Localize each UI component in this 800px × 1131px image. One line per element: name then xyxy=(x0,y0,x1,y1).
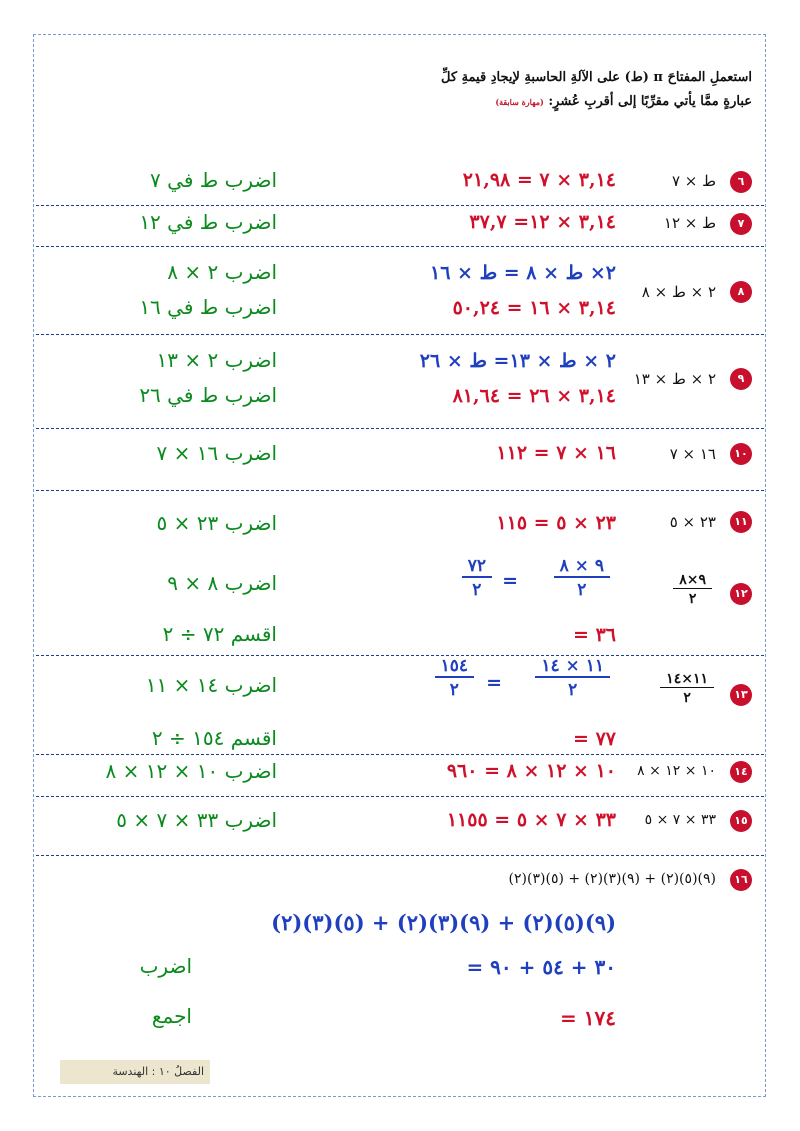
result-13: = ٧٧ xyxy=(573,728,616,750)
label-12-step-2: اقسم ٧٢ ÷ ٢ xyxy=(162,622,277,646)
problem-expression-6: ط × ٧ xyxy=(671,172,716,190)
label-13-step-2: اقسم ١٥٤ ÷ ٢ xyxy=(151,726,277,750)
work-8-step-2: ٣,١٤ × ١٦ = ٥٠,٢٤ xyxy=(452,297,616,319)
expr-12-denominator: ٢ xyxy=(673,588,712,607)
work-10: ١٦ × ٧ = ١١٢ xyxy=(496,442,616,464)
label-8-step-1: اضرب ٢ × ٨ xyxy=(167,260,277,284)
label-6: اضرب ط في ٧ xyxy=(150,168,277,192)
problem-number-14: ١٤ xyxy=(730,761,752,783)
fraction-12-equals: = xyxy=(502,570,518,592)
problem-number-16: ١٦ xyxy=(730,869,752,891)
label-16-step-3: اجمع xyxy=(151,1004,192,1028)
problem-expression-12 xyxy=(673,572,712,607)
separator xyxy=(36,205,764,206)
label-7: اضرب ط في ١٢ xyxy=(139,210,277,234)
problem-expression-15: ٣٣ × ٧ × ٥ xyxy=(644,812,716,828)
label-13-step-1: اضرب ١٤ × ١١ xyxy=(145,673,277,697)
work-16-line-3: = ١٧٤ xyxy=(560,1006,616,1030)
label-16-step-2: اضرب xyxy=(139,954,192,978)
label-9-step-2: اضرب ط في ٢٦ xyxy=(139,383,277,407)
fraction-13-left-den: ٢ xyxy=(535,676,610,700)
separator xyxy=(36,246,764,247)
work-7: ٣,١٤ × ١٢= ٣٧,٧ xyxy=(469,211,616,233)
fraction-12-left-den: ٢ xyxy=(554,576,610,600)
separator xyxy=(36,855,764,856)
label-15: اضرب ٣٣ × ٧ × ٥ xyxy=(116,808,277,832)
label-11: اضرب ٢٣ × ٥ xyxy=(156,511,277,535)
work-11: ٢٣ × ٥ = ١١٥ xyxy=(496,512,616,534)
result-12: = ٣٦ xyxy=(573,624,616,646)
page-footer: الفصلُ ١٠ : الهندسة xyxy=(60,1060,210,1084)
work-15: ٣٣ × ٧ × ٥ = ١١٥٥ xyxy=(446,809,616,831)
problem-expression-13 xyxy=(660,671,714,706)
separator xyxy=(36,428,764,429)
fraction-13-right-den: ٢ xyxy=(435,676,474,700)
problem-expression-8: ٢ × ط × ٨ xyxy=(641,283,716,301)
problem-expression-10: ١٦ × ٧ xyxy=(669,445,716,463)
problem-number-10: ١٠ xyxy=(730,443,752,465)
problem-expression-9: ٢ × ط × ١٣ xyxy=(633,370,716,388)
problem-number-9: ٩ xyxy=(730,368,752,390)
work-6: ٣,١٤ × ٧ = ٢١,٩٨ xyxy=(462,169,616,191)
work-9-step-1: ٢ × ط × ١٣= ط × ٢٦ xyxy=(419,350,616,372)
problem-number-6: ٦ xyxy=(730,171,752,193)
problem-number-11: ١١ xyxy=(730,511,752,533)
label-10: اضرب ١٦ × ٧ xyxy=(156,441,277,465)
fraction-13-right-num: ١٥٤ xyxy=(440,656,468,676)
expr-13-denominator: ٢ xyxy=(660,687,714,706)
problem-expression-14: ١٠ × ١٢ × ٨ xyxy=(637,763,716,779)
fraction-12-right-num: ٧٢ xyxy=(467,556,486,576)
instructions-line-2-text: عبارةٍ ممَّا يأتي مقرِّبًا إلى أقربِ عُشرٍ: xyxy=(548,94,752,109)
instructions-line-1: استعملِ المفتاحَ π (ط) على الآلةِ الحاسبةِ لإيجادِ قيمةِ كلِّ xyxy=(441,70,752,85)
expr-12-numerator: ٩×٨ xyxy=(679,572,706,588)
separator xyxy=(36,754,764,755)
problem-expression-16: (٢)(٣)(٥) + (٢)(٣)(٩) + (٢)(٥)(٩) xyxy=(508,871,716,887)
problem-number-8: ٨ xyxy=(730,281,752,303)
separator xyxy=(36,490,764,491)
fraction-12-right xyxy=(462,556,492,600)
instructions-line-2 xyxy=(495,94,752,109)
separator xyxy=(36,655,764,656)
fraction-13-left-num: ١١ × ١٤ xyxy=(541,656,604,676)
fraction-13-equals: = xyxy=(486,672,502,694)
problem-number-7: ٧ xyxy=(730,213,752,235)
work-8-step-1: ٢× ط × ٨ = ط × ١٦ xyxy=(430,262,616,284)
skill-tag: (مهارة سابقة) xyxy=(495,97,544,107)
expr-13-numerator: ١١×١٤ xyxy=(666,671,708,687)
problem-expression-11: ٢٣ × ٥ xyxy=(669,513,716,531)
fraction-13-right xyxy=(435,656,474,700)
label-9-step-1: اضرب ٢ × ١٣ xyxy=(156,348,277,372)
separator xyxy=(36,796,764,797)
label-8-step-2: اضرب ط في ١٦ xyxy=(139,295,277,319)
problem-number-15: ١٥ xyxy=(730,810,752,832)
problem-number-12: ١٢ xyxy=(730,583,752,605)
fraction-13-left xyxy=(535,656,610,700)
fraction-12-left-num: ٩ × ٨ xyxy=(559,556,604,576)
work-9-step-2: ٣,١٤ × ٢٦ = ٨١,٦٤ xyxy=(452,385,616,407)
page-frame xyxy=(33,34,766,1097)
fraction-12-left xyxy=(554,556,610,600)
fraction-12-right-den: ٢ xyxy=(462,576,492,600)
problem-number-13: ١٣ xyxy=(730,684,752,706)
work-16-line-1: (٢)(٣)(٥) + (٢)(٣)(٩) + (٢)(٥)(٩) xyxy=(271,910,616,935)
separator xyxy=(36,334,764,335)
label-14: اضرب ١٠ × ١٢ × ٨ xyxy=(105,759,277,783)
label-12-step-1: اضرب ٨ × ٩ xyxy=(167,571,277,595)
problem-expression-7: ط × ١٢ xyxy=(663,214,716,232)
work-16-line-2: = ٣٠ + ٥٤ + ٩٠ xyxy=(466,955,616,979)
work-14: ١٠ × ١٢ × ٨ = ٩٦٠ xyxy=(446,760,616,782)
